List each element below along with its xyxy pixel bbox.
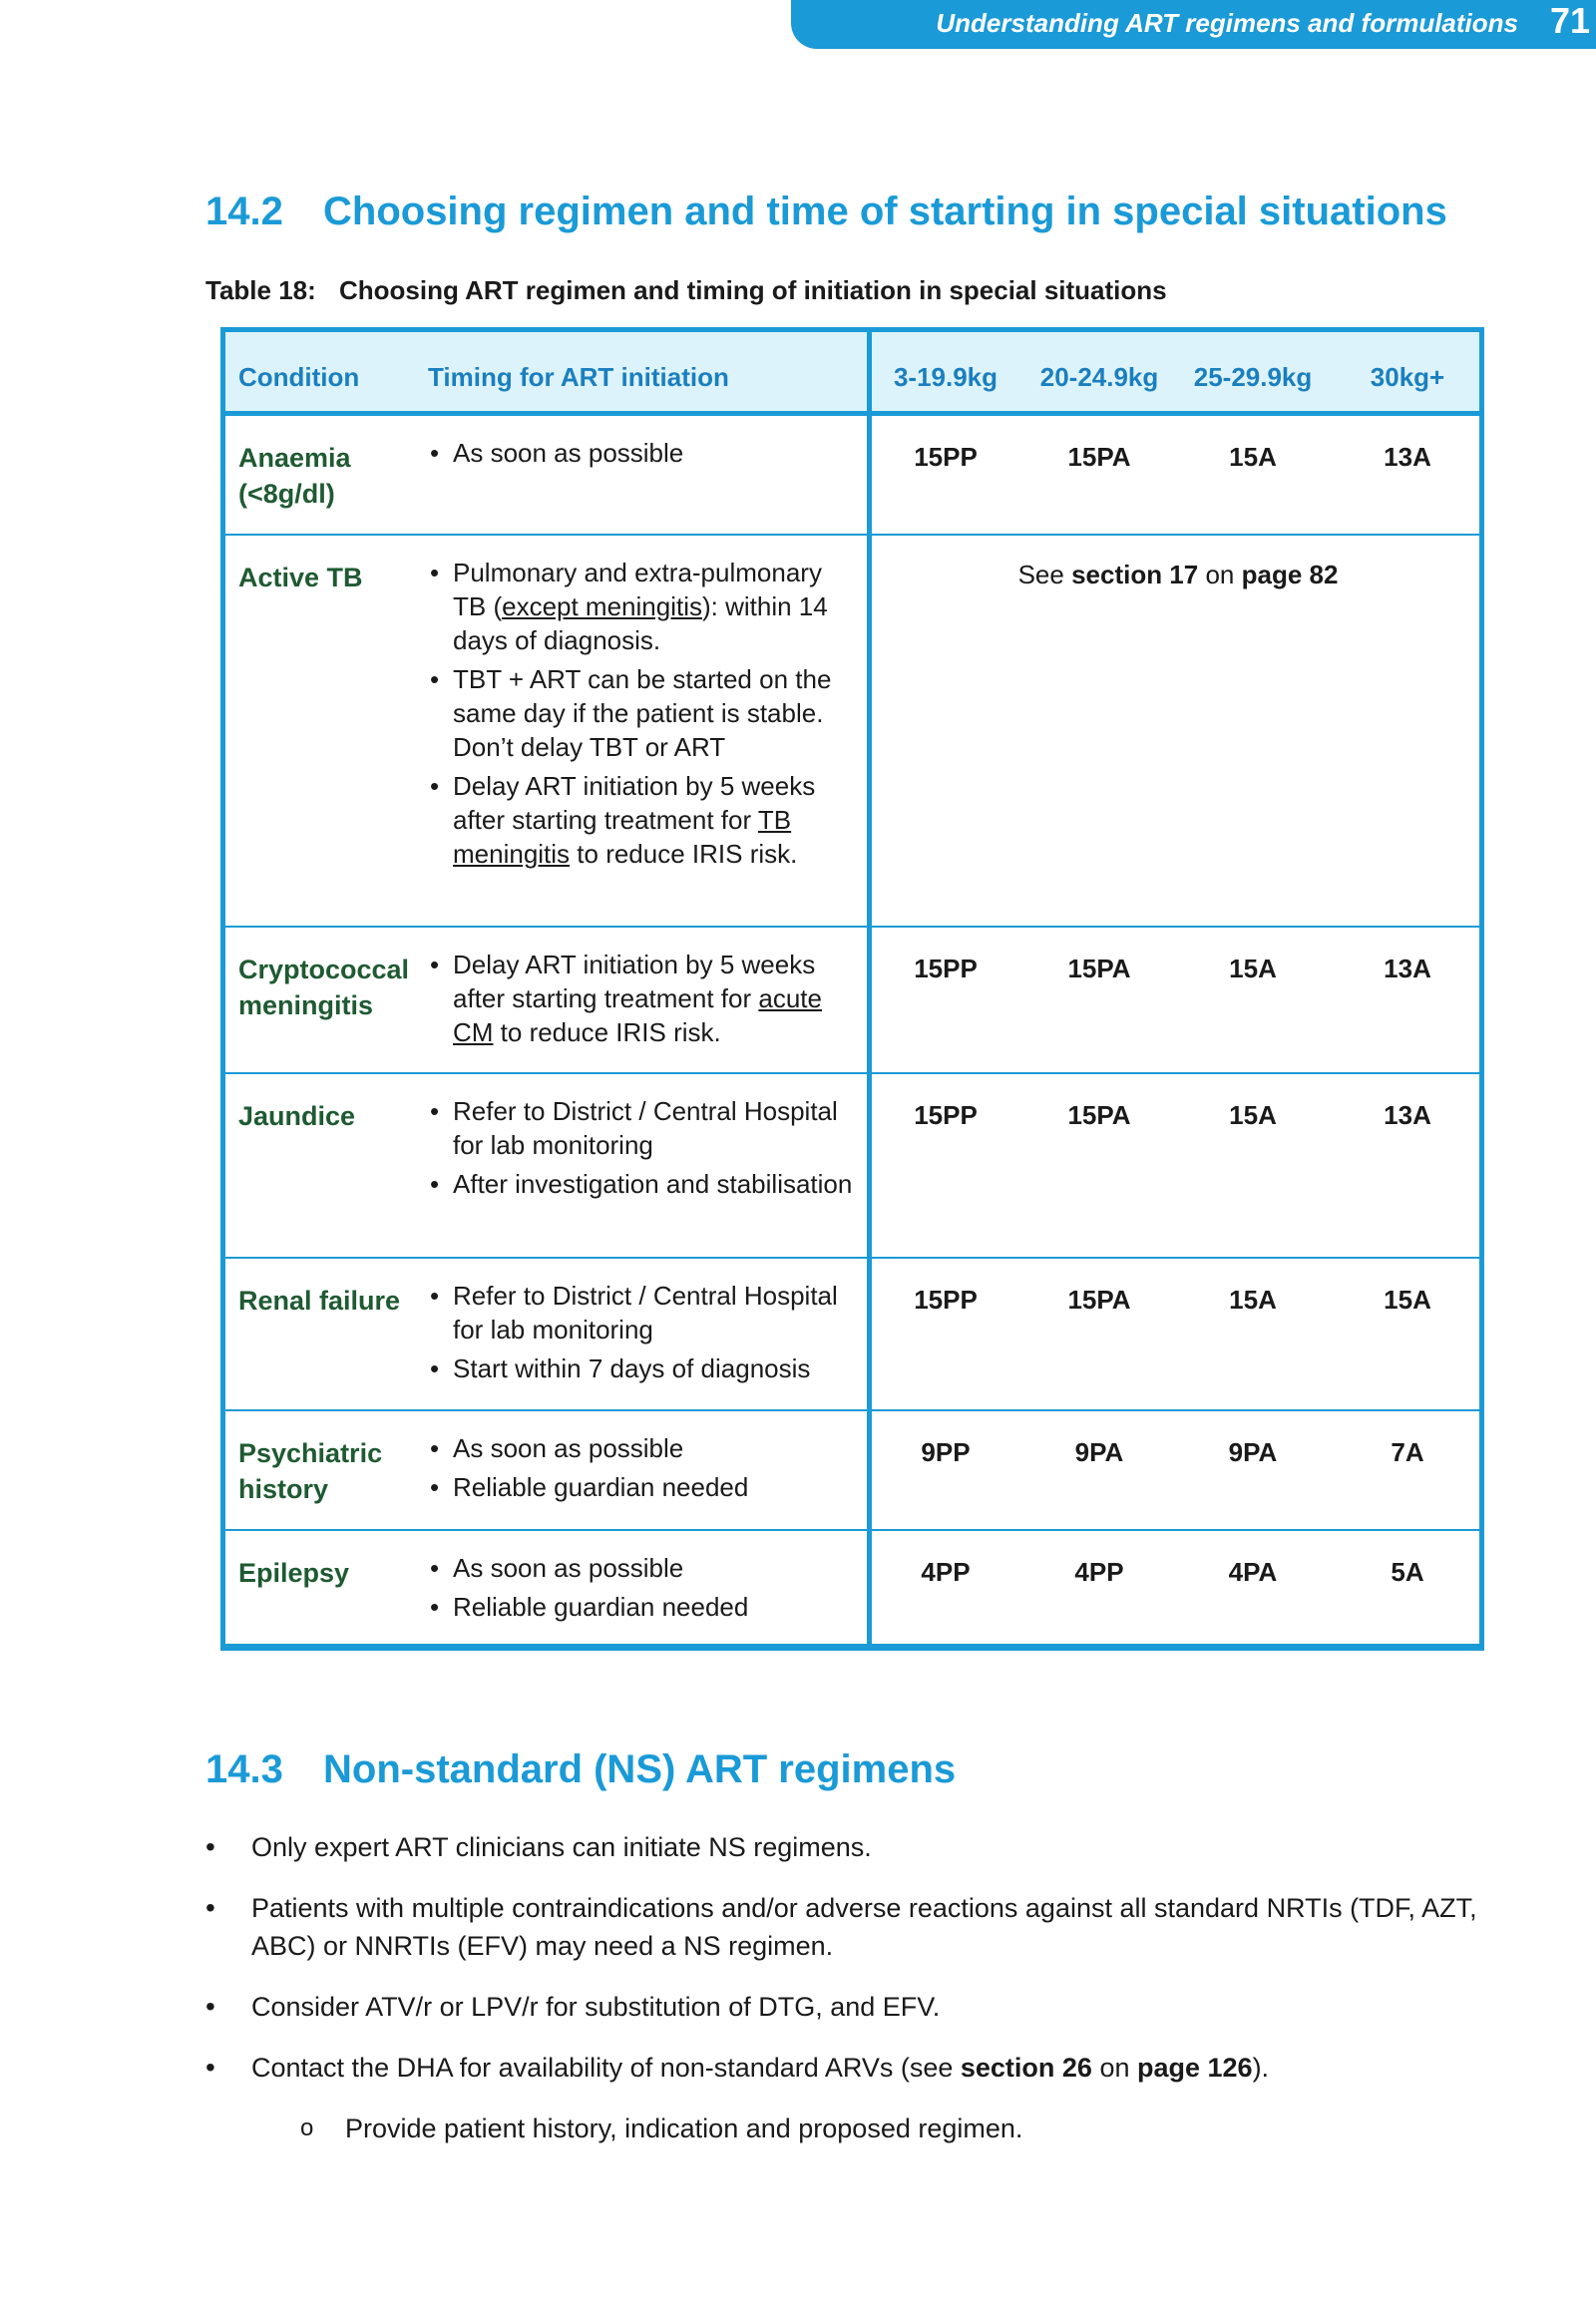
condition-cell: Anaemia (<8g/dl) (238, 443, 351, 509)
value-cell: 4PP (1074, 1557, 1124, 1587)
value-cell: 13A (1384, 954, 1431, 983)
list-item: • Contact the DHA for availability of non-standard ARVs (see section 26 on page 126). (205, 2049, 1482, 2087)
header-weight-4: 30kg+ (1370, 362, 1445, 392)
condition-cell: Renal failure (238, 1286, 401, 1316)
header-weight-1: 3-19.9kg (893, 362, 998, 392)
section-heading-14-3 (205, 1747, 956, 1792)
running-header (791, 0, 1596, 49)
timing-item: • Pulmonary and extra-pulmonary TB (except meningitis): within 14 days of diagnosis. (428, 556, 857, 657)
cross-reference-note: See section 17 on page 82 (1017, 560, 1339, 589)
timing-item: • Delay ART initiation by 5 weeks after starting treatment for acute CM to reduce IRIS risk. (428, 948, 857, 1049)
list-item: • Patients with multiple contraindications and/or adverse reactions against all standard NRTIs (TDF, AZT, ABC) or NNRTIs (EFV) may need a NS regimen. (205, 1889, 1482, 1965)
timing-list (428, 1431, 857, 1509)
table-caption (205, 275, 1167, 306)
section-number: 14.3 (205, 1747, 283, 1791)
timing-list (428, 1279, 857, 1390)
value-cell: 9PA (1074, 1437, 1124, 1467)
table-row (225, 1531, 1479, 1646)
value-cell: 15PP (914, 442, 978, 472)
value-cell: 15PP (914, 1100, 978, 1130)
timing-item: • Delay ART initiation by 5 weeks after starting treatment for TB meningitis to reduce IRIS risk. (428, 769, 857, 871)
section-title: Non-standard (NS) ART regimens (323, 1747, 957, 1791)
condition-cell: Cryptococcal meningitis (238, 955, 410, 1020)
value-cell: 9PP (921, 1437, 971, 1467)
value-cell: 15PA (1067, 1100, 1131, 1130)
condition-cell: Psychiatric history (238, 1438, 383, 1504)
timing-item: • As soon as possible (428, 1431, 857, 1465)
table-row (225, 536, 1479, 928)
value-cell: 15PA (1067, 1285, 1131, 1315)
value-cell: 15PA (1067, 954, 1131, 983)
value-cell: 15A (1229, 954, 1277, 983)
running-header-title: Understanding ART regimens and formulations (936, 8, 1518, 38)
ns-regimen-bullets (205, 1828, 1482, 2170)
value-cell: 5A (1391, 1557, 1424, 1587)
value-cell: 15A (1229, 442, 1277, 472)
list-item: • Only expert ART clinicians can initiate NS regimens. (205, 1828, 1482, 1866)
timing-item: • Start within 7 days of diagnosis (428, 1351, 857, 1385)
timing-item: • Reliable guardian needed (428, 1470, 857, 1504)
value-cell: 7A (1391, 1437, 1424, 1467)
timing-list (428, 948, 857, 1054)
timing-item: • Refer to District / Central Hospital for lab monitoring (428, 1094, 857, 1162)
timing-list (428, 556, 857, 876)
header-weight-3: 25-29.9kg (1193, 362, 1313, 392)
timing-item: • After investigation and stabilisation (428, 1167, 857, 1201)
table-row (225, 928, 1479, 1074)
condition-cell: Active TB (238, 563, 363, 592)
value-cell: 15PP (914, 954, 978, 983)
timing-list (428, 1094, 857, 1206)
table-label: Table 18: (205, 275, 316, 305)
value-cell: 13A (1384, 442, 1431, 472)
value-cell: 15A (1229, 1285, 1277, 1315)
table-row (225, 1074, 1479, 1259)
header-condition: Condition (238, 362, 360, 392)
timing-item: • TBT + ART can be started on the same day if the patient is stable. Don’t delay TBT or ART (428, 662, 857, 764)
condition-cell: Jaundice (238, 1101, 356, 1131)
value-cell: 15A (1229, 1100, 1277, 1130)
value-cell: 13A (1384, 1100, 1431, 1130)
column-divider (867, 332, 872, 1646)
header-weight-2: 20-24.9kg (1039, 362, 1159, 392)
value-cell: 4PA (1228, 1557, 1278, 1587)
timing-item: • Reliable guardian needed (428, 1590, 857, 1624)
timing-item: • As soon as possible (428, 436, 857, 470)
value-cell: 15A (1384, 1285, 1431, 1315)
timing-item: • As soon as possible (428, 1551, 857, 1585)
timing-list (428, 436, 857, 475)
table-header-row (225, 332, 1479, 416)
table-title: Choosing ART regimen and timing of initiation in special situations (339, 275, 1167, 305)
table-row (225, 1411, 1479, 1531)
value-cell: 9PA (1228, 1437, 1278, 1467)
section-number: 14.2 (205, 190, 283, 233)
page-number: 71 (1549, 0, 1590, 41)
condition-cell: Epilepsy (238, 1558, 350, 1588)
table-row (225, 416, 1479, 536)
timing-item: • Refer to District / Central Hospital for lab monitoring (428, 1279, 857, 1346)
section-heading-14-2 (205, 190, 1447, 234)
value-cell: 4PP (921, 1557, 971, 1587)
section-title: Choosing regimen and time of starting in special situations (323, 190, 1447, 233)
timing-list (428, 1551, 857, 1629)
value-cell: 15PA (1067, 442, 1131, 472)
regimen-table (220, 327, 1484, 1651)
header-timing: Timing for ART initiation (428, 362, 729, 392)
list-item: • Consider ATV/r or LPV/r for substitution of DTG, and EFV. (205, 1988, 1482, 2026)
table-row (225, 1259, 1479, 1411)
value-cell: 15PP (914, 1285, 978, 1315)
sub-list-item: o Provide patient history, indication and proposed regimen. (205, 2110, 1482, 2147)
